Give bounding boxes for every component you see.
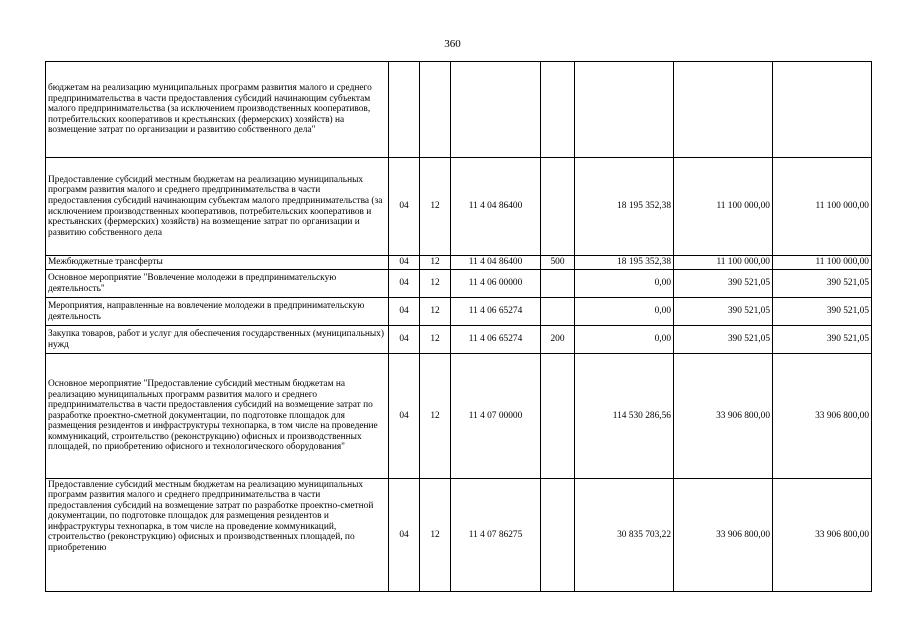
amount-cell: 114 530 286,56 — [575, 354, 674, 479]
section-code: 04 — [389, 326, 420, 354]
target-article-code: 11 4 07 86275 — [451, 479, 541, 592]
amount-cell — [575, 62, 674, 158]
table-row — [46, 62, 872, 158]
row-name: Предоставление субсидий местным бюджетам на реализацию муниципальных программ развития малого и среднего предпринимательства в части предоставления субсидий начинающим субъектам малого предпринимательства (за исключением производственных кооперативов, потребительских кооперативов и крестьянских (фермерских) хозяйств) на возмещение затрат по организации и развитию собственного дела — [46, 158, 389, 256]
amount-cell: 390 521,05 — [674, 326, 773, 354]
target-article-code: 11 4 04 86400 — [451, 256, 541, 270]
table-row — [46, 270, 872, 298]
subsection-code: 12 — [420, 354, 451, 479]
section-code: 04 — [389, 158, 420, 256]
amount-cell: 11 100 000,00 — [773, 158, 872, 256]
amount-cell: 0,00 — [575, 326, 674, 354]
amount-cell: 11 100 000,00 — [773, 256, 872, 270]
subsection-code: 12 — [420, 326, 451, 354]
section-code: 04 — [389, 256, 420, 270]
subsection-code — [420, 62, 451, 158]
amount-cell: 11 100 000,00 — [674, 256, 773, 270]
amount-cell: 0,00 — [575, 270, 674, 298]
amount-cell: 390 521,05 — [674, 298, 773, 326]
amount-cell: 390 521,05 — [773, 270, 872, 298]
table-row — [46, 256, 872, 270]
target-article-code: 11 4 06 00000 — [451, 270, 541, 298]
row-name: Основное мероприятие "Предоставление субсидий местным бюджетам на реализацию муниципальных программ развития малого и среднего предпринимательства в части предоставления субсидий на возмещение затрат по разработке проектно-сметной документации, по подготовке площадок для размещения резидентов и инфраструктуры технопарка, в том числе на проведение коммуникаций, строительство (реконструкцию) офисных и производственных площадей, по приобретению офисного и технологического оборудования" — [46, 354, 389, 479]
section-code — [389, 62, 420, 158]
expense-type-code — [541, 62, 575, 158]
section-code: 04 — [389, 298, 420, 326]
target-article-code: 11 4 07 00000 — [451, 354, 541, 479]
row-name-text: Предоставление субсидий местным бюджетам на реализацию муниципальных программ развития малого и среднего предпринимательства в части предоставления субсидий на возмещение затрат по разработке проектно-сметной документации, по подготовке площадок для размещения резидентов и инфраструктуры технопарка, в том числе на проведение коммуникаций, строительство (реконструкцию) офисных и производственных площадей, по приобретению — [48, 479, 374, 554]
amount-cell: 18 195 352,38 — [575, 158, 674, 256]
row-name: бюджетам на реализацию муниципальных программ развития малого и среднего предпринимательства в части предоставления субсидий начинающим субъектам малого предпринимательства (за исключением производственных кооперативов, потребительских кооперативов и крестьянских (фермерских) хозяйств) на возмещение затрат по организации и развитию собственного дела" — [46, 62, 389, 158]
amount-cell: 33 906 800,00 — [773, 479, 872, 592]
row-name: Закупка товаров, работ и услуг для обеспечения государственных (муниципальных) нужд — [46, 326, 389, 354]
table-row — [46, 354, 872, 479]
expense-type-code — [541, 158, 575, 256]
expense-type-code — [541, 298, 575, 326]
table-row — [46, 298, 872, 326]
expense-type-code: 200 — [541, 326, 575, 354]
row-name: Межбюджетные трансферты — [46, 256, 389, 270]
expense-type-code — [541, 270, 575, 298]
row-name: Мероприятия, направленные на вовлечение молодежи в предпринимательскую деятельность — [46, 298, 389, 326]
amount-cell: 0,00 — [575, 298, 674, 326]
row-name — [46, 479, 389, 592]
target-article-code — [451, 62, 541, 158]
amount-cell: 33 906 800,00 — [674, 479, 773, 592]
page-number: 360 — [444, 38, 461, 50]
subsection-code: 12 — [420, 158, 451, 256]
subsection-code: 12 — [420, 256, 451, 270]
budget-table — [45, 61, 872, 592]
target-article-code: 11 4 04 86400 — [451, 158, 541, 256]
amount-cell — [773, 62, 872, 158]
amount-cell: 18 195 352,38 — [575, 256, 674, 270]
amount-cell: 390 521,05 — [773, 298, 872, 326]
amount-cell: 390 521,05 — [773, 326, 872, 354]
section-code: 04 — [389, 479, 420, 592]
row-name: Основное мероприятие "Вовлечение молодежи в предпринимательскую деятельность" — [46, 270, 389, 298]
expense-type-code — [541, 479, 575, 592]
amount-cell: 11 100 000,00 — [674, 158, 773, 256]
section-code: 04 — [389, 354, 420, 479]
target-article-code: 11 4 06 65274 — [451, 298, 541, 326]
expense-type-code: 500 — [541, 256, 575, 270]
subsection-code: 12 — [420, 298, 451, 326]
amount-cell — [674, 62, 773, 158]
table-row — [46, 326, 872, 354]
table-row — [46, 479, 872, 592]
amount-cell: 390 521,05 — [674, 270, 773, 298]
amount-cell: 33 906 800,00 — [674, 354, 773, 479]
target-article-code: 11 4 06 65274 — [451, 326, 541, 354]
subsection-code: 12 — [420, 270, 451, 298]
amount-cell: 33 906 800,00 — [773, 354, 872, 479]
expense-type-code — [541, 354, 575, 479]
subsection-code: 12 — [420, 479, 451, 592]
amount-cell: 30 835 703,22 — [575, 479, 674, 592]
table-row — [46, 158, 872, 256]
section-code: 04 — [389, 270, 420, 298]
